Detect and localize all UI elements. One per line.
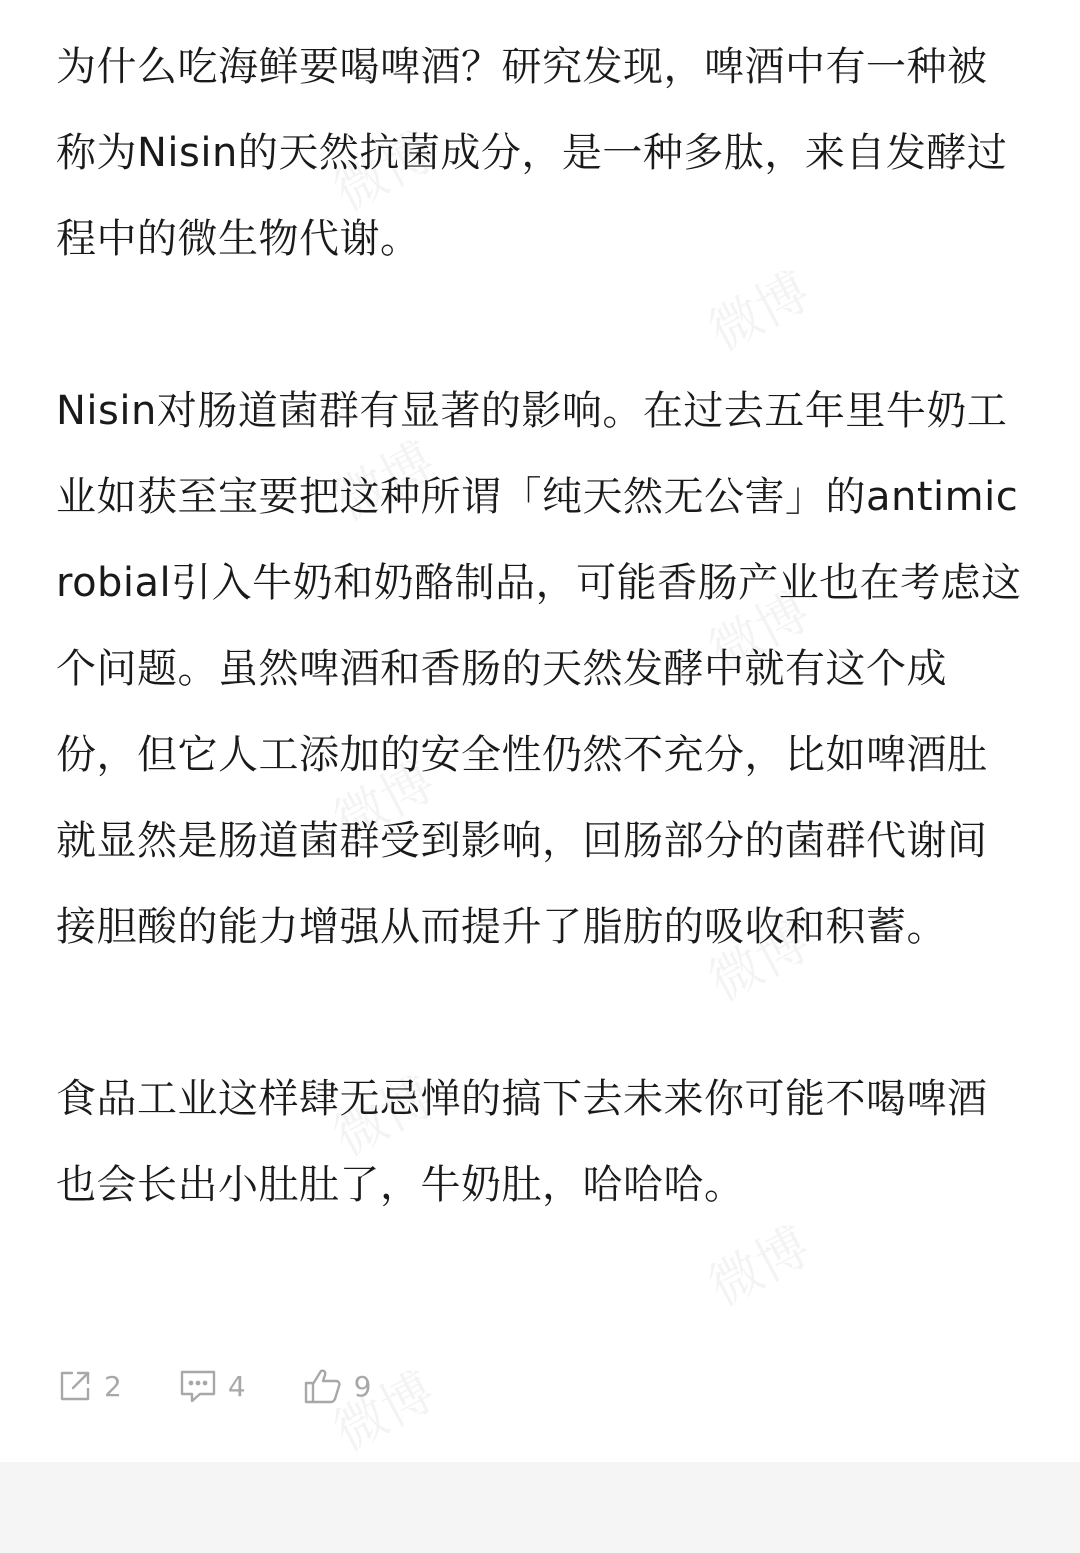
comment-button[interactable] — [178, 1367, 246, 1405]
comment-icon — [178, 1367, 218, 1405]
repost-count: 2 — [104, 1369, 122, 1403]
post-paragraph: Nisin对肠道菌群有显著的影响。在过去五年里牛奶工业如获至宝要把这种所谓「纯天然无公害」的antimicrobial引入牛奶和奶酪制品，可能香肠产业也在考虑这个问题。虽然啤酒和香肠的天然发酵中就有这个成份，但它人工添加的安全性仍然不充分，比如啤酒肚就显然是肠道菌群受到影响，回肠部分的菌群代谢间接胆酸的能力增强从而提升了脂肪的吸收和积蓄。 — [56, 388, 1022, 950]
footer-divider-band — [0, 1462, 1080, 1553]
thumbs-up-icon — [302, 1366, 344, 1406]
post-actions-bar — [56, 1360, 427, 1412]
like-count: 9 — [353, 1369, 372, 1403]
repost-button[interactable] — [56, 1367, 122, 1405]
comment-count: 4 — [227, 1369, 246, 1403]
post-body — [56, 24, 1026, 1228]
like-button[interactable] — [302, 1366, 372, 1406]
share-icon — [56, 1367, 94, 1405]
post-paragraph: 为什么吃海鲜要喝啤酒？研究发现，啤酒中有一种被称为Nisin的天然抗菌成分，是一种多肽，来自发酵过程中的微生物代谢。 — [56, 44, 1008, 262]
post-paragraph: 食品工业这样肆无忌惮的搞下去未来你可能不喝啤酒也会长出小肚肚了，牛奶肚，哈哈哈。 — [56, 1076, 988, 1208]
